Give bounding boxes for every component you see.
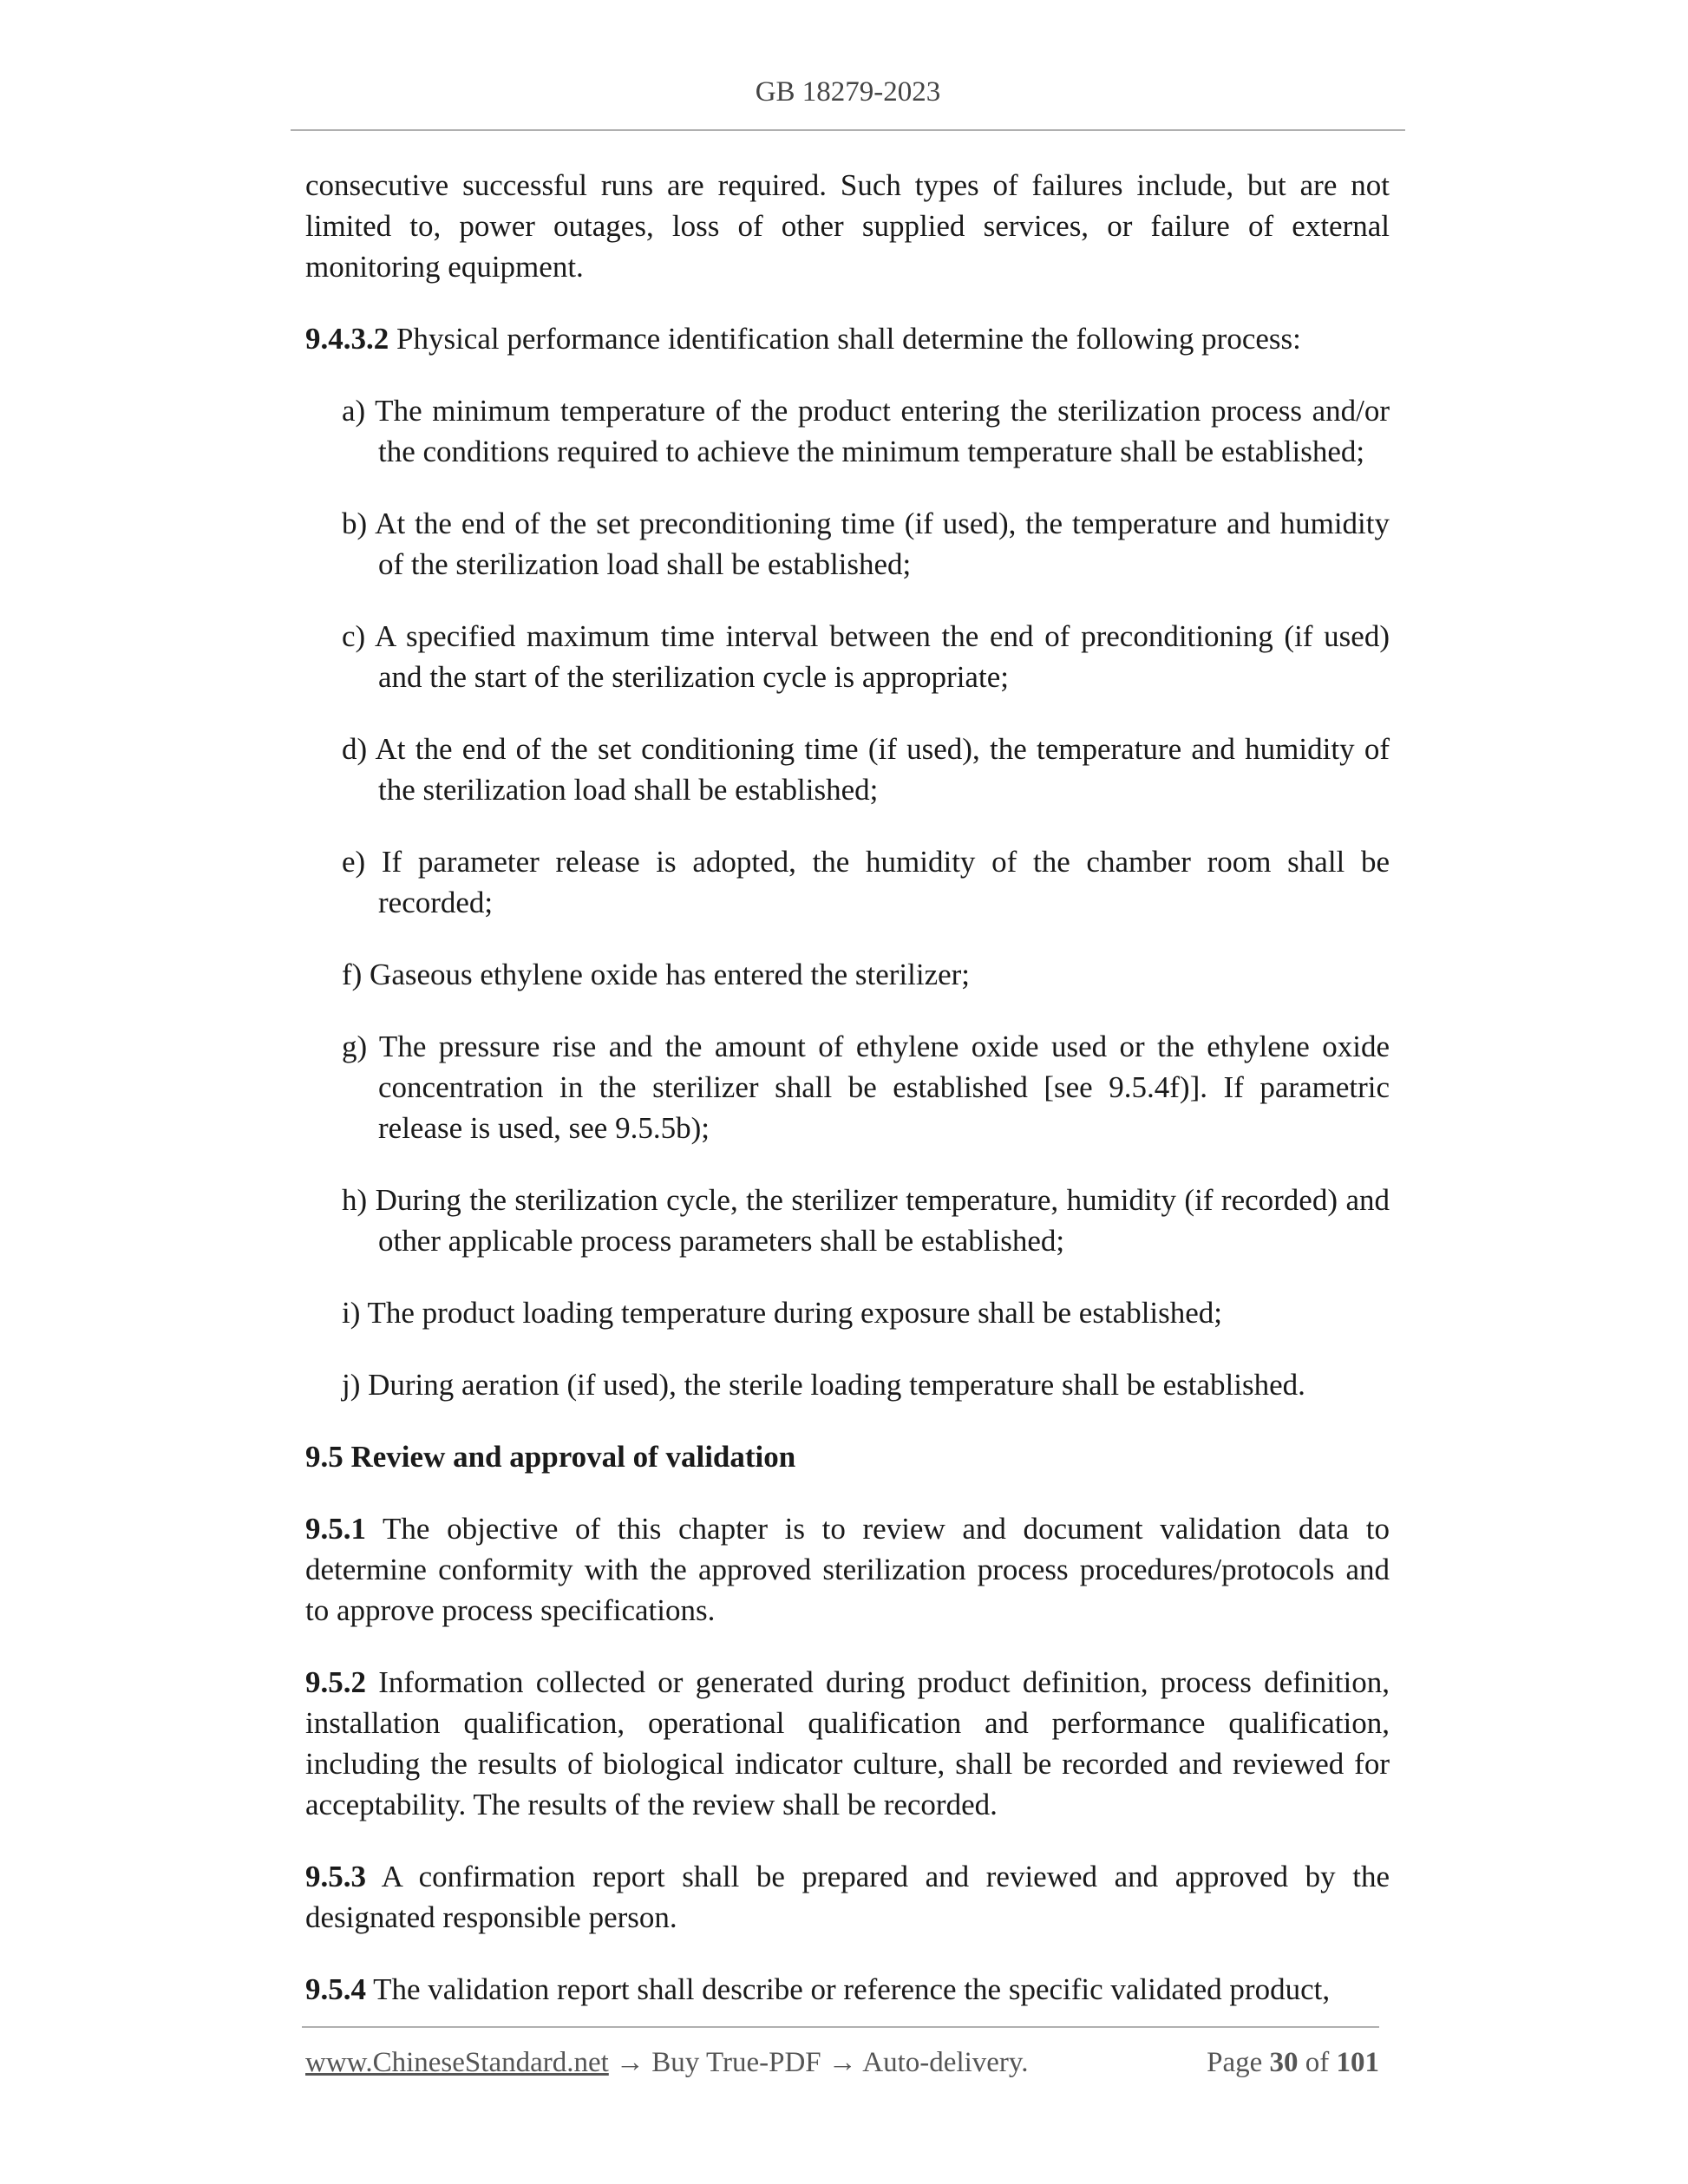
intro-paragraph: consecutive successful runs are required. Such types of failures include, but are not limited to, power outages, loss of other supplied services, or failure of external monitoring equipment.	[305, 168, 1390, 284]
list-item: f) Gaseous ethylene oxide has entered the sterilizer;	[342, 958, 971, 991]
clause-text: The objective of this chapter is to review and document validation data to determine conformity with the approved sterilization process procedures/protocols and to approve process specifications.	[305, 1512, 1390, 1627]
clause-9-5-3	[305, 1856, 1390, 1938]
list-item: h) During the sterilization cycle, the sterilizer temperature, humidity (if recorded) and other applicable process parameters shall be established;	[342, 1183, 1390, 1258]
page-label: Page	[1207, 2047, 1263, 2078]
list-item: e) If parameter release is adopted, the humidity of the chamber room shall be recorded;	[342, 845, 1390, 919]
page-header: GB 18279-2023	[755, 76, 941, 108]
list-item: c) A specified maximum time interval between the end of preconditioning (if used) and the start of the sterilization cycle is appropriate;	[342, 619, 1390, 694]
clause-number: 9.5.4	[305, 1972, 366, 2006]
clause-number: 9.5.1	[305, 1512, 366, 1546]
clause-9-5-4	[305, 1969, 1390, 2010]
page-number: 30	[1269, 2047, 1299, 2078]
process-list	[342, 390, 1390, 1405]
clause-9-4-3-2	[305, 318, 1390, 359]
footer-divider	[302, 2026, 1379, 2028]
header-divider	[291, 129, 1405, 131]
clause-text: A confirmation report shall be prepared and reviewed and approved by the designated responsible person.	[305, 1860, 1390, 1934]
total-pages: 101	[1336, 2047, 1379, 2078]
clause-text: Physical performance identification shall determine the following process:	[389, 322, 1301, 356]
list-item: b) At the end of the set preconditioning time (if used), the temperature and humidity of the sterilization load shall be established;	[342, 507, 1390, 581]
clause-text: Information collected or generated during product definition, process definition, installation qualification, operational qualification and performance qualification, including the results of biological indicator culture, shall be recorded and reviewed for acceptability. The results of the review shall be recorded.	[305, 1665, 1390, 1821]
list-item: j) During aeration (if used), the sterile loading temperature shall be established.	[342, 1368, 1305, 1402]
section-heading-9-5: 9.5 Review and approval of validation	[305, 1440, 796, 1474]
of-label: of	[1305, 2047, 1330, 2078]
list-item: a) The minimum temperature of the product entering the sterilization process and/or the conditions required to achieve the minimum temperature shall be established;	[342, 394, 1390, 468]
page-body	[305, 165, 1390, 2041]
clause-number: 9.4.3.2	[305, 322, 389, 356]
clause-text: The validation report shall describe or reference the specific validated product,	[366, 1972, 1331, 2006]
list-item: d) At the end of the set conditioning time (if used), the temperature and humidity of the sterilization load shall be established;	[342, 732, 1390, 807]
clause-9-5-1	[305, 1508, 1390, 1631]
footer-promo	[305, 2047, 1029, 2079]
list-item: i) The product loading temperature during exposure shall be established;	[342, 1296, 1223, 1330]
clause-number: 9.5.3	[305, 1860, 366, 1893]
clause-9-5-2	[305, 1662, 1390, 1825]
footer-tagline: → Buy True-PDF → Auto-delivery.	[608, 2047, 1029, 2078]
list-item: g) The pressure rise and the amount of ethylene oxide used or the ethylene oxide concentration in the sterilizer shall be established [see 9.5.4f)]. If parametric release is used, see 9.5.5b);	[342, 1030, 1390, 1145]
page-indicator	[1207, 2047, 1379, 2079]
site-link[interactable]: www.ChineseStandard.net	[305, 2047, 609, 2078]
clause-number: 9.5.2	[305, 1665, 366, 1699]
